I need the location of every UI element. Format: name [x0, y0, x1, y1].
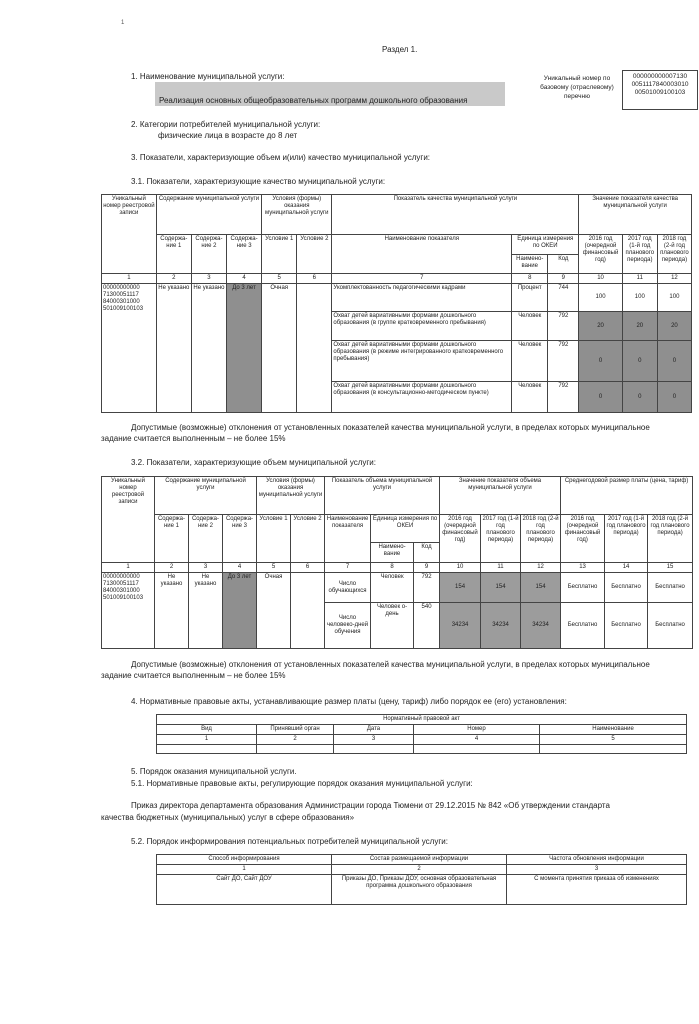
col-num: 14 [605, 563, 648, 573]
service-label: 1. Наименование муниципальной услуги: [131, 72, 285, 81]
h-value: Значение показателя объема муниципальной услуги [440, 477, 561, 515]
col-num: 5 [262, 274, 297, 284]
col-num: 3 [334, 735, 414, 745]
registry-number-box: 000000000007130 0051117840003010 00501009100103 [622, 70, 698, 110]
content-2: Не указано [189, 573, 223, 649]
table-cell [540, 745, 687, 754]
condition-2 [297, 284, 332, 413]
code-cell: 792 [414, 573, 440, 603]
order-text-a: Приказ директора департамента образования Администрации города Тюмени от 29.12.2015 № 842 «Об утверждении стандарта [131, 801, 610, 810]
col-header: Состав размещаемой информации [332, 855, 507, 865]
table-row: Сайт ДО, Сайт ДОУ [157, 875, 332, 905]
table-row: Число обучающихся [325, 573, 371, 603]
deviation-note-2b: задание считается выполненным – не более 15% [101, 671, 286, 680]
fee-cell: Бесплатно [561, 573, 605, 603]
h-fee-2016: 2016 год (очередной финансовый год) [561, 515, 605, 563]
col-num: 4 [223, 563, 257, 573]
content-1: Не указано [155, 573, 189, 649]
table-cell [414, 745, 540, 754]
fee-cell: Бесплатно [605, 603, 648, 649]
h-unit-code: Код [414, 543, 440, 563]
col-header: Дата [334, 725, 414, 735]
legal-acts-table [156, 714, 687, 754]
col-num: 10 [440, 563, 481, 573]
table-row: Число человеко-дней обучения [325, 603, 371, 649]
col-num: 8 [371, 563, 414, 573]
volume-indicators-table [101, 476, 693, 649]
col-num: 1 [157, 865, 332, 875]
col-num: 2 [156, 274, 191, 284]
table-cell: Приказы ДО, Приказы ДОУ, основная образовательная программа дошкольного образования [332, 875, 507, 905]
col-num: 9 [548, 274, 579, 284]
h-2018: 2018 год (2-й год планового периода) [521, 515, 561, 563]
procedure-label: 5. Порядок оказания муниципальной услуги. [131, 767, 297, 776]
value-cell: 20 [622, 312, 657, 341]
informing-table [156, 854, 687, 905]
unit-cell: Человек [512, 382, 548, 413]
col-header: Наименование [540, 725, 687, 735]
col-header: Вид [157, 725, 257, 735]
value-cell: 20 [657, 312, 691, 341]
table-row: Охват детей вариативными формами дошкольного образования (в группе кратковременного пребывания) [332, 312, 512, 341]
code-cell: 792 [548, 382, 579, 413]
value-cell: 0 [579, 341, 622, 382]
value-cell: 100 [622, 284, 657, 312]
h-2016: 2016 год (очередной финансовый год) [440, 515, 481, 563]
fee-cell: Бесплатно [648, 573, 693, 603]
h-2017: 2017 год (1-й год планового периода) [622, 235, 657, 274]
col-num: 6 [297, 274, 332, 284]
content-3: До 3 лет [223, 573, 257, 649]
h-2016: 2016 год (очередной финансовый год) [579, 235, 622, 274]
value-cell: 20 [579, 312, 622, 341]
value-cell: 154 [440, 573, 481, 603]
col-num: 1 [102, 274, 157, 284]
condition-1: Очная [262, 284, 297, 413]
value-cell: 34234 [521, 603, 561, 649]
quality-indicators-table [101, 194, 692, 413]
record-id: 00000000000 71300051117 84000301000 501009100103 [102, 284, 157, 413]
h-cond: Условия (формы) оказания муниципальной услуги [257, 477, 325, 515]
h-fee: Среднегодовой размер платы (цена, тариф) [561, 477, 693, 515]
col-num: 2 [155, 563, 189, 573]
code-cell: 540 [414, 603, 440, 649]
value-cell: 0 [657, 382, 691, 413]
unit-cell: Человек [512, 341, 548, 382]
unit-cell: Человек [512, 312, 548, 341]
value-cell: 100 [657, 284, 691, 312]
registry-label: Уникальный номер по базовому (отраслевому) перечню [540, 75, 614, 100]
table-row: Охват детей вариативными формами дошкольного образования (в режиме интегрированного кратковременного пребывания) [332, 341, 512, 382]
content-3: До 3 лет [227, 284, 262, 413]
col-num: 5 [257, 563, 291, 573]
col-num: 7 [325, 563, 371, 573]
fee-acts-label: 4. Нормативные правовые акты, устанавливающие размер платы (цену, тариф) либо порядок ее (его) установления: [131, 697, 567, 706]
table-cell [334, 745, 414, 754]
table-cell [257, 745, 334, 754]
col-header: Частота обновления информации [507, 855, 687, 865]
col-header: Способ информирования [157, 855, 332, 865]
h-2018: 2018 год (2-й год планового периода) [657, 235, 691, 274]
table-row: Охват детей вариативными формами дошкольного образования (в консультационно-методическом пункте) [332, 382, 512, 413]
value-cell: 0 [622, 382, 657, 413]
col-num: 15 [648, 563, 693, 573]
unit-cell: Человек о-день [371, 603, 414, 649]
h-fee-2017: 2017 год (1-й год планового периода) [605, 515, 648, 563]
value-cell: 34234 [440, 603, 481, 649]
h-c1: Содержание 1 [155, 515, 189, 563]
col-num: 4 [414, 735, 540, 745]
col-num: 13 [561, 563, 605, 573]
unit-cell: Процент [512, 284, 548, 312]
code-cell: 744 [548, 284, 579, 312]
col-num: 6 [291, 563, 325, 573]
h-ind-name: Наименование показателя [325, 515, 371, 563]
record-id: 00000000000 71300051117 84000301000 501009100103 [102, 573, 155, 649]
value-cell: 154 [481, 573, 521, 603]
condition-2 [291, 573, 325, 649]
col-num: 11 [622, 274, 657, 284]
col-num: 1 [102, 563, 155, 573]
h-2017: 2017 год (1-й год планового периода) [481, 515, 521, 563]
code-cell: 792 [548, 341, 579, 382]
col-header: Номер [414, 725, 540, 735]
quality-indicators-label: 3.1. Показатели, характеризующие качество муниципальной услуги: [131, 177, 386, 186]
service-name: Реализация основных общеобразовательных программ дошкольного образования [159, 96, 468, 105]
value-cell: 0 [657, 341, 691, 382]
col-num: 3 [507, 865, 687, 875]
fee-cell: Бесплатно [561, 603, 605, 649]
value-cell: 0 [579, 382, 622, 413]
h-unit-code: Код [548, 255, 579, 274]
h-fee-2018: 2018 год (2-й год планового периода) [648, 515, 693, 563]
procedure-acts-label: 5.1. Нормативные правовые акты, регулирующие порядок оказания муниципальной услуги: [131, 779, 473, 788]
h-u2: Условие 2 [291, 515, 325, 563]
col-num: 10 [579, 274, 622, 284]
table-row: Укомплектованность педагогическими кадрами [332, 284, 512, 312]
col-num: 8 [512, 274, 548, 284]
fee-cell: Бесплатно [648, 603, 693, 649]
h-unit-name: Наименование [512, 255, 548, 274]
h-c3: Содержание 3 [223, 515, 257, 563]
h-unit: Единица измерения по ОКЕИ [512, 235, 579, 255]
col-num: 3 [189, 563, 223, 573]
h-u2: Условие 2 [297, 235, 332, 274]
acts-title: Нормативный правовой акт [157, 715, 687, 725]
value-cell: 154 [521, 573, 561, 603]
h-content: Содержание муниципальной услуги [156, 195, 261, 235]
fee-cell: Бесплатно [605, 573, 648, 603]
h-c2: Содержание 2 [189, 515, 223, 563]
consumers-label: 2. Категории потребителей муниципальной услуги: [131, 120, 321, 129]
volume-indicators-label: 3.2. Показатели, характеризующие объем муниципальной услуги: [131, 458, 376, 467]
col-num: 9 [414, 563, 440, 573]
informing-label: 5.2. Порядок информирования потенциальных потребителей муниципальной услуги: [131, 837, 448, 846]
unit-cell: Человек [371, 573, 414, 603]
content-1: Не указано [156, 284, 191, 413]
h-unique: Уникальный номер реестровой записи [102, 195, 157, 274]
h-unit: Единица измерения по ОКЕИ [371, 515, 440, 543]
consumers-value: физические лица в возрасте до 8 лет [158, 131, 298, 140]
section-title: Раздел 1. [382, 45, 418, 54]
col-num: 12 [521, 563, 561, 573]
col-num: 4 [227, 274, 262, 284]
h-content: Содержание муниципальной услуги [155, 477, 257, 515]
deviation-note-1: Допустимые (возможные) отклонения от установленных показателей качества муниципальной услуги, в пределах которых муниципальное [131, 423, 650, 432]
value-cell: 0 [622, 341, 657, 382]
deviation-note-2: Допустимые (возможные) отклонения от установленных показателей качества муниципальной услуги, в пределах которых муниципальное [131, 660, 650, 669]
value-cell: 100 [579, 284, 622, 312]
h-c1: Содержание 1 [156, 235, 191, 274]
content-2: Не указано [191, 284, 226, 413]
col-num: 5 [540, 735, 687, 745]
table-cell: С момента принятия приказа об изменениях [507, 875, 687, 905]
col-num: 2 [257, 735, 334, 745]
col-num: 11 [481, 563, 521, 573]
h-c2: Содержание 2 [191, 235, 226, 274]
h-value: Значение показателя качества муниципальной услуги [579, 195, 692, 235]
condition-1: Очная [257, 573, 291, 649]
code-cell: 792 [548, 312, 579, 341]
deviation-note-1b: задание считается выполненным – не более 15% [101, 434, 286, 443]
value-cell: 34234 [481, 603, 521, 649]
col-num: 7 [332, 274, 512, 284]
col-num: 3 [191, 274, 226, 284]
h-u1: Условие 1 [262, 235, 297, 274]
h-u1: Условие 1 [257, 515, 291, 563]
h-unit-name: Наименование [371, 543, 414, 563]
h-c3: Содержание 3 [227, 235, 262, 274]
col-num: 2 [332, 865, 507, 875]
h-ind-name: Наименование показателя [332, 235, 512, 274]
order-text-b: качества бюджетных (муниципальных) услуг в сфере образования» [101, 813, 355, 822]
h-indicator: Показатель объема муниципальной услуги [325, 477, 440, 515]
corner-mark: 1 [121, 20, 125, 26]
indicators-label: 3. Показатели, характеризующие объем и(или) качество муниципальной услуги: [131, 153, 431, 162]
col-num: 1 [157, 735, 257, 745]
col-header: Принявший орган [257, 725, 334, 735]
h-unique: Уникальный номер реестровой записи [102, 477, 155, 563]
h-indicator: Показатель качества муниципальной услуги [332, 195, 579, 235]
h-cond: Условия (формы) оказания муниципальной услуги [262, 195, 332, 235]
col-num: 12 [657, 274, 691, 284]
table-row [157, 745, 257, 754]
